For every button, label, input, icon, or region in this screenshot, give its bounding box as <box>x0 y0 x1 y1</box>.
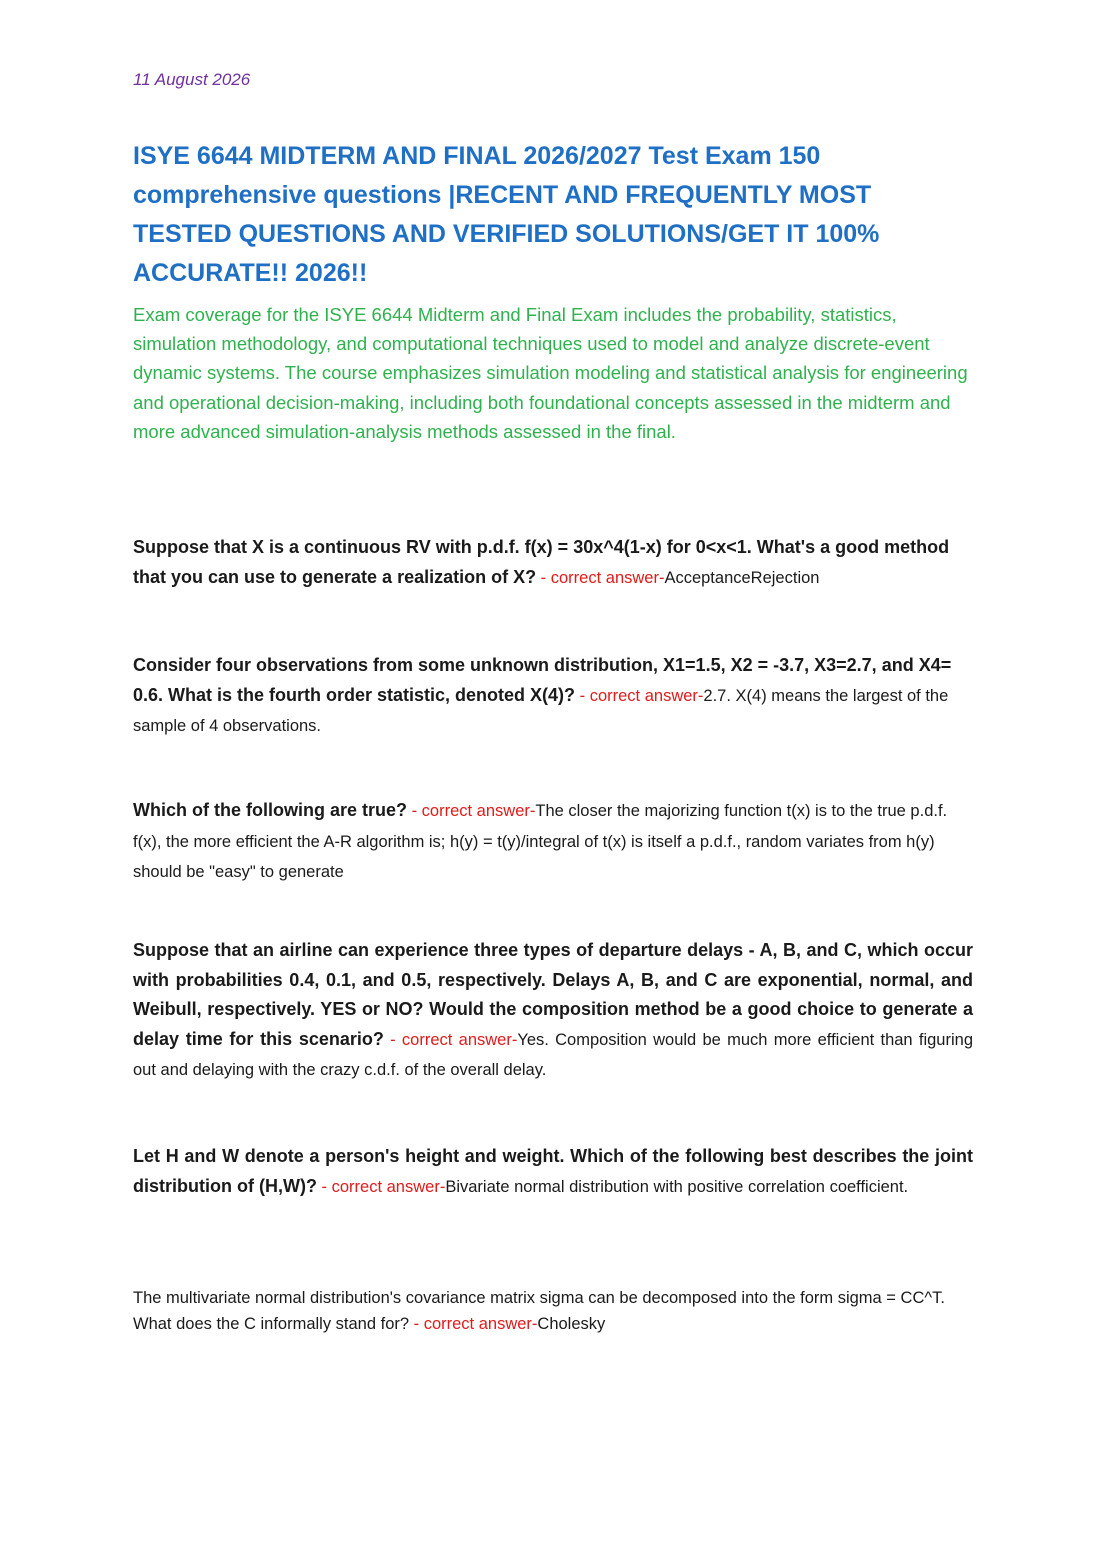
question-text: Consider four observations from some unknown distribution, X1=1.5, X2 = -3.7, X3=2.7, and X4= 0.6. What is the fourth order statistic, denoted X(4)? <box>133 655 952 705</box>
document-title: ISYE 6644 MIDTERM AND FINAL 2026/2027 Test Exam 150 comprehensive questions |RECENT AND FREQUENTLY MOST TESTED QUESTIONS AND VERIFIED SOLUTIONS/GET IT 100% ACCURATE!! 2026!! <box>133 142 880 287</box>
answer-text: AcceptanceRejection <box>664 568 820 587</box>
answer-text: Bivariate normal distribution with positive correlation coefficient. <box>445 1177 909 1196</box>
qa-item-4 <box>133 936 973 1086</box>
answer-marker: - correct answer- <box>536 568 665 587</box>
question-text: The multivariate normal distribution's covariance matrix sigma can be decomposed into the form sigma = CC^T. What does the C informally stand for? <box>133 1289 945 1333</box>
answer-marker: - correct answer- <box>316 1177 446 1196</box>
answer-marker: - correct answer- <box>383 1030 518 1049</box>
intro-paragraph: Exam coverage for the ISYE 6644 Midterm and Final Exam includes the probability, statistics, simulation methodology, and computational techniques used to model and analyze discrete-event dynamic systems. The course emphasizes simulation modeling and statistical analysis for engineering and operational decision-making, including both foundational concepts assessed in the midterm and more advanced simulation-analysis methods assessed in the final. <box>133 304 968 442</box>
question-text: Let H and W denote a person's height and weight. Which of the following best describes the joint distribution of (H,W)? <box>133 1146 973 1196</box>
qa-item-1 <box>133 533 973 593</box>
answer-text: The closer the majorizing function t(x) is to the true p.d.f. f(x), the more efficient the A-R algorithm is; h(y) = t(y)/integral of t(x) is itself a p.d.f., random variates from h(y) should be "easy" to generate <box>133 802 948 881</box>
answer-marker: - correct answer- <box>409 1315 538 1333</box>
answer-text: 2.7. X(4) means the largest of the sample of 4 observations. <box>133 686 949 735</box>
document-date: 11 August 2026 <box>133 70 251 89</box>
answer-text: Yes. Composition would be much more efficient than figuring out and delaying with the crazy c.d.f. of the overall delay. <box>133 1030 973 1079</box>
qa-item-5 <box>133 1142 973 1202</box>
qa-item-2 <box>133 651 973 742</box>
qa-item-3 <box>133 796 973 888</box>
qa-item-6 <box>133 1285 973 1337</box>
question-text: Which of the following are true? <box>133 800 407 820</box>
answer-marker: - correct answer- <box>575 686 704 705</box>
question-text: Suppose that an airline can experience three types of departure delays - A, B, and C, which occur with probabilities 0.4, 0.1, and 0.5, respectively. Delays A, B, and C are exponential, normal, and Weibull, respectively. YES or NO? Would the composition method be a good choice to generate a delay time for this scenario? <box>133 940 973 1049</box>
answer-marker: - correct answer- <box>407 802 536 820</box>
answer-text: Cholesky <box>537 1315 606 1333</box>
question-text: Suppose that X is a continuous RV with p.d.f. f(x) = 30x^4(1-x) for 0<x<1. What's a good method that you can use to generate a realization of X? <box>133 537 950 587</box>
